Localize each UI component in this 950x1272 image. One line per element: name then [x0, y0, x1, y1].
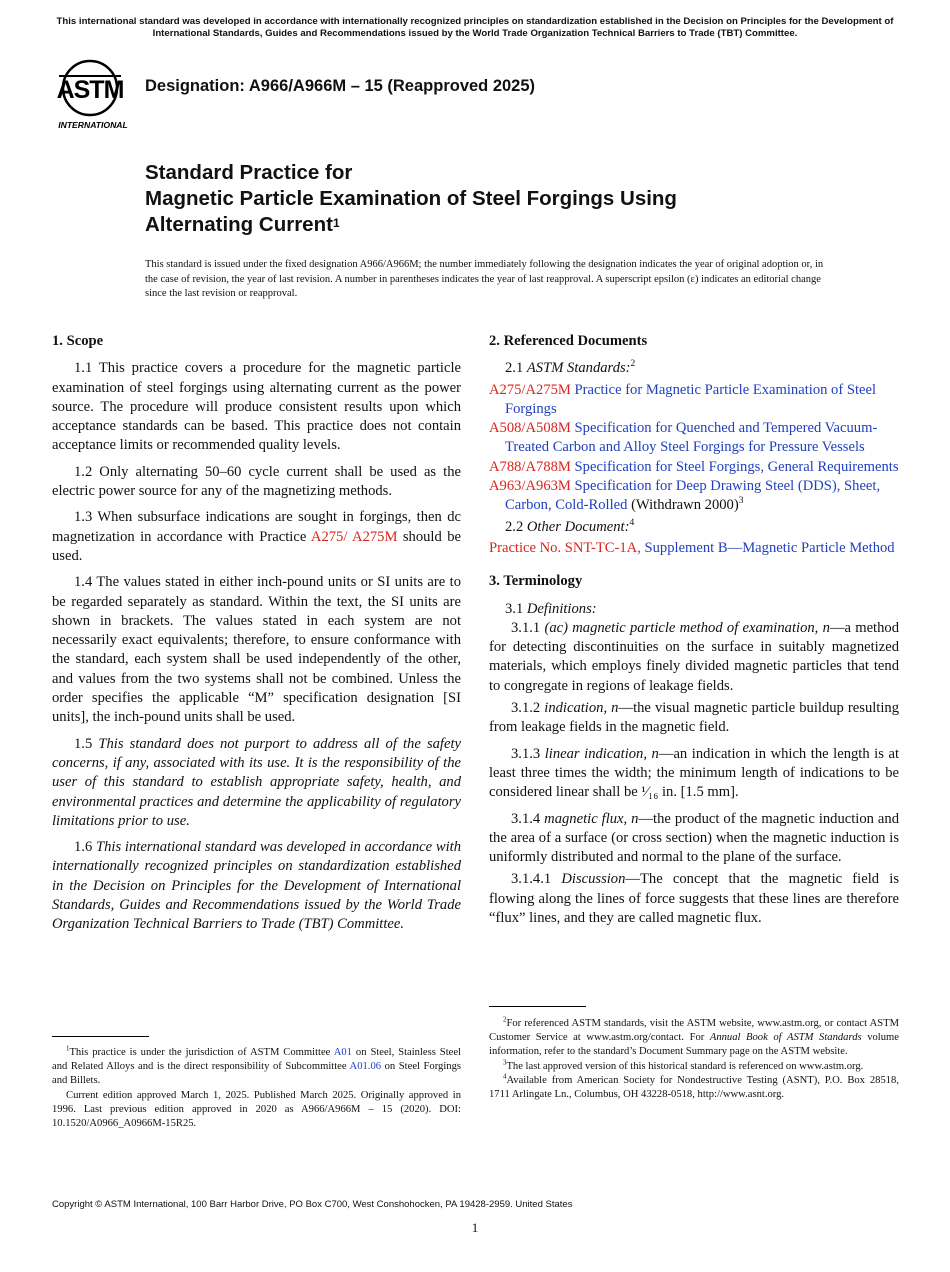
issuance-note: This standard is issued under the fixed designation A966/A966M; the number immediately following the designation indicates the year of original adoption or, in the case of revision, the year of last revision. A number in parentheses indicates the year of last reapproval. A superscript epsilon (ε) indicates an editorial change since the last revision or reapproval. [145, 259, 824, 299]
link-a01[interactable]: A01 [333, 1047, 352, 1058]
scope-1-6: 1.6 This international standard was developed in accordance with internationally recognized principles on standardization established in the Decision on Principles for the Development of International Standards, Guides and Recommendations issued by the World Trade Organization Technical Barriers to Trade (TBT) Committee. [52, 839, 462, 933]
footnote-mark: 3 [738, 496, 744, 507]
logo-wordmark: INTERNATIONAL [58, 120, 128, 130]
designation: Designation: A966/A966M – 15 (Reapproved 2025) [145, 77, 536, 95]
terminology-heading: 3. Terminology [489, 573, 583, 590]
footnote-4: $^4$Available from American Society for Nondestructive Testing (ASNT), P.O. Box 28518, 1711 Arlingate Ln., Columbus, OH 43228-0518, http://www.asnt.org. [489, 1073, 899, 1101]
reference-item [489, 419, 899, 458]
reference-item [489, 381, 899, 420]
reference-list [489, 381, 899, 516]
reference-snt-tc-1a [489, 539, 899, 558]
left-column [52, 332, 461, 942]
link-a275[interactable]: A275/ A275M [310, 528, 398, 545]
footnote-rule [52, 1036, 149, 1037]
scope-1-4: 1.4 The values stated in either inch-pound units or SI units are to be regarded separately as standard. Within the text, the SI units are shown in brackets. The values stated in each system are not necessarily exact equivalents; therefore, to ensure conformance with the standard, each system shall be used independently of the other, and values from the two systems shall not be combined. Unless the order specifies the applicable “M” specification designation [SI units], the inch-pound units shall be used. [52, 574, 461, 726]
link-a01-06[interactable]: A01.06 [349, 1061, 382, 1073]
scope-1-5: 1.5 This standard does not purport to address all of the safety concerns, if any, associated with its use. It is the responsibility of the user of this standard to establish appropriate safety, health, and environmental practices and determine the applicability of regulatory limitations prior to use. [52, 735, 461, 829]
document-title [145, 160, 677, 238]
footnote-rule [489, 1006, 586, 1007]
reference-item [489, 458, 899, 477]
term-3-1-4-1: 3.1.4.1 Discussion—The concept that the magnetic field is flowing along the lines of force suggests that these lines are therefore “flux” lines, and they are called magnetic flux. [489, 871, 899, 927]
page-number: 1 [471, 1220, 479, 1235]
logo-mark-text: ASTM [56, 76, 124, 104]
right-footnotes [489, 1006, 899, 1102]
right-column [489, 332, 899, 935]
footnote-1: $^1$This practice is under the jurisdiction of ASTM Committee A01 on Steel, Stainless Steel and Related Alloys and is the direct responsibility of Subcommittee A01.06 on Steel Forgings and Billets. [52, 1045, 462, 1087]
footnote-2: $^2$For referenced ASTM standards, visit the ASTM website, www.astm.org, or contact ASTM Customer Service at www.astm.org/contact. For Annual Book of ASTM Standards volume information, refer to the standard’s Document Summary page on the ASTM website. [489, 1016, 899, 1058]
reference-code[interactable]: A275/A275M [489, 381, 571, 398]
term-3-1-2: 3.1.2 indication, n—the visual magnetic particle buildup resulting from leakage fields in the magnetic field. [489, 700, 899, 736]
title-line-3: Alternating Current$^1$ [145, 213, 340, 236]
reference-code[interactable]: Practice No. SNT-TC-1A, [489, 539, 641, 556]
reference-title[interactable]: Specification for Deep Drawing Steel (DDS), Sheet, Carbon, Cold-Rolled [505, 478, 881, 514]
footnote-1-approval: Current edition approved March 1, 2025. Published March 2025. Originally approved in 1996. Last previous edition approved in 2020 as A966/A966M – 15 (2020). DOI: 10.1520/A0966_A0966M-15R25. [52, 1089, 461, 1130]
standard-notice: This international standard was developed in accordance with internationally recognized principles on standardization established in the Decision on Principles for the Development of International Standards, Guides and Recommendations issued by the World Trade Organization Technical Barriers to Trade (TBT) Committee. [56, 16, 894, 39]
title-footnote-mark: 1 [332, 216, 340, 230]
reference-title[interactable]: Supplement B—Magnetic Particle Method [644, 539, 895, 556]
title-line-1: Standard Practice for [145, 161, 353, 184]
scope-heading: 1. Scope [52, 333, 104, 349]
referenced-heading: 2. Referenced Documents [489, 333, 648, 349]
footnote-3: $^3$The last approved version of this historical standard is referenced on www.astm.org. [503, 1059, 864, 1072]
astm-standards-label: 2.1 ASTM Standards:$^2$ [505, 359, 636, 377]
scope-1-1: 1.1 This practice covers a procedure for the magnetic particle examination of steel forgings using alternating current as the power source. The procedure will produce consistent results upon which acceptance standards can be based. This practice does not contain acceptance limits or recommended quality levels. [52, 360, 461, 454]
definitions-label: 3.1 Definitions: [505, 600, 597, 617]
reference-code[interactable]: A788/A788M [489, 458, 571, 475]
other-document-label: 2.2 Other Document:$^4$ [505, 517, 635, 535]
left-footnotes [52, 1036, 461, 1131]
reference-title[interactable]: Specification for Quenched and Tempered Vacuum-Treated Carbon and Alloy Steel Forgings for Pressure Vessels [505, 420, 878, 456]
term-3-1-4: 3.1.4 magnetic flux, n—the product of the magnetic induction and the area of a surface (or cross section) when the magnetic induction is uniformly distributed and normal to the plane of the surface. [489, 810, 899, 866]
copyright-line: Copyright © ASTM International, 100 Barr Harbor Drive, PO Box C700, West Conshohocken, PA 19428-2959. United States [52, 1199, 573, 1210]
astm-logo [52, 56, 134, 132]
reference-item [489, 477, 899, 516]
reference-code[interactable]: A508/A508M [489, 420, 571, 437]
scope-1-3: 1.3 When subsurface indications are sought in forgings, then dc magnetization in accordance with Practice A275/ A275M should be used. [52, 509, 461, 564]
title-line-2: Magnetic Particle Examination of Steel Forgings Using [145, 187, 677, 210]
scope-1-2: 1.2 Only alternating 50–60 cycle current shall be used as the electric power source for any of the magnetizing methods. [52, 463, 461, 500]
reference-title[interactable]: Specification for Steel Forgings, General Requirements [574, 458, 899, 475]
term-3-1-1: 3.1.1 (ac) magnetic particle method of examination, n—a method for detecting discontinuities on the surface in suitably magnetized materials, which employs finely divided magnetic particles that tend to congregate in regions of leakage fields. [489, 619, 900, 694]
reference-title[interactable]: Practice for Magnetic Particle Examination of Steel Forgings [505, 381, 877, 417]
reference-note: (Withdrawn 2000) [627, 497, 739, 514]
term-3-1-3: 3.1.3 linear indication, n—an indication in which the length is at least three times the width; the minimum length of indications to be considered linear shall be ¹⁄₁₆ in. [1.5 mm]. [489, 745, 900, 801]
reference-code[interactable]: A963/A963M [489, 478, 571, 495]
